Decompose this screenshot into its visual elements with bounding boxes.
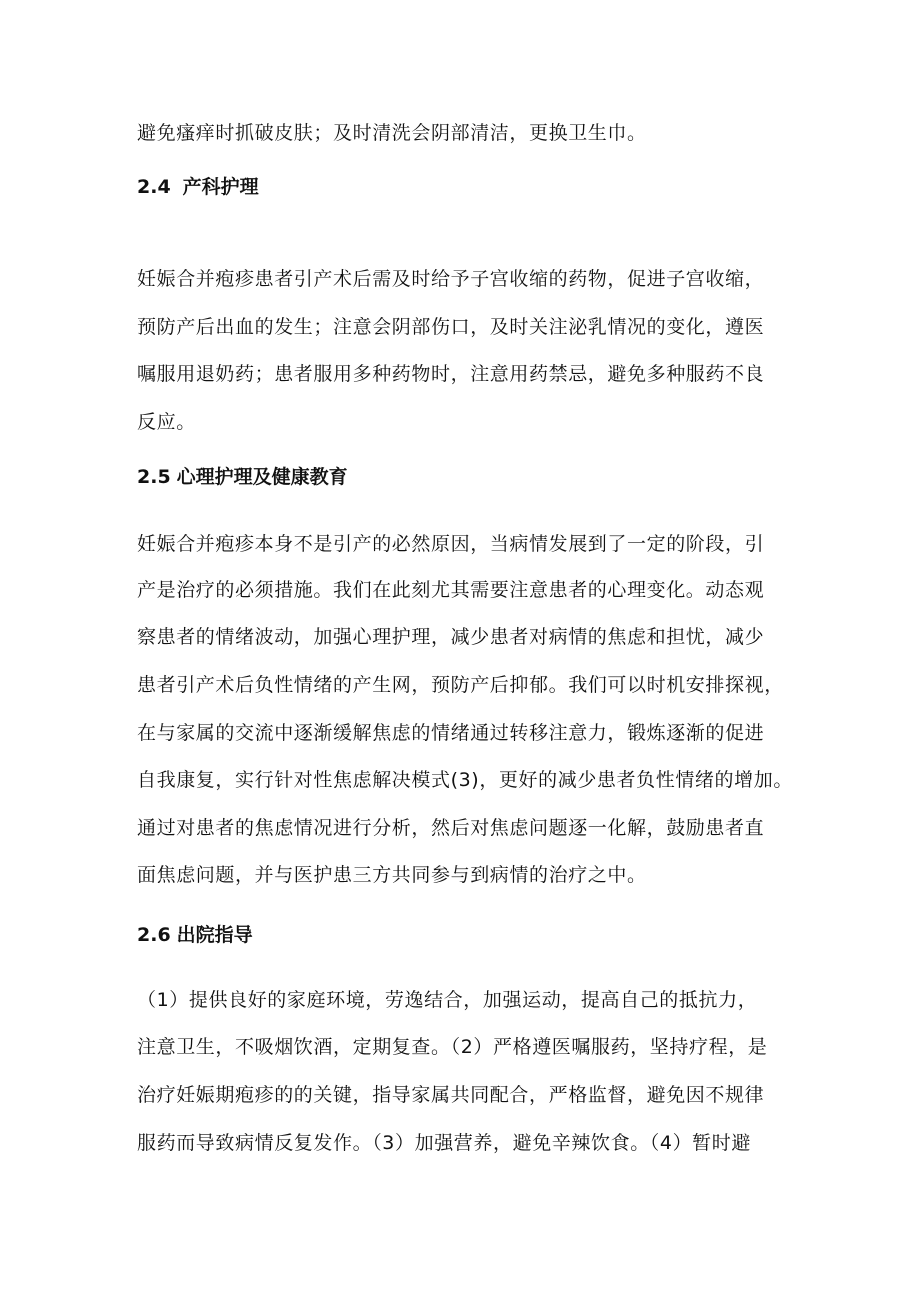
text-line: 反应。 bbox=[137, 411, 196, 433]
text-line: 避免瘙痒时抓破皮肤；及时清洗会阴部清洁，更换卫生巾。 bbox=[137, 122, 647, 144]
text-line: 注意卫生，不吸烟饮酒，定期复查。（2）严格遵医嘱服药，坚持疗程，是 bbox=[137, 1036, 768, 1058]
text-line: 服药而导致病情反复发作。（3）加强营养，避免辛辣饮食。（4）暂时避 bbox=[137, 1132, 751, 1154]
section-number: 2.4 bbox=[137, 176, 171, 198]
text-line: 妊娠合并疱疹患者引产术后需及时给予子宫收缩的药物，促进子宫收缩， bbox=[137, 268, 765, 290]
section-number: 2.6 bbox=[137, 924, 171, 946]
text-line: 通过对患者的焦虑情况进行分析，然后对焦虑问题逐一化解，鼓励患者直 bbox=[137, 817, 765, 839]
section-title: 心理护理及健康教育 bbox=[176, 466, 348, 488]
text-line: 自我康复，实行针对性焦虑解决模式(3)，更好的减少患者负性情绪的增加。 bbox=[137, 769, 793, 791]
section-number: 2.5 bbox=[137, 466, 171, 488]
text-line: （1）提供良好的家庭环境，劳逸结合，加强运动，提高自己的抵抗力， bbox=[137, 989, 758, 1011]
section-title: 产科护理 bbox=[182, 176, 259, 198]
section-heading-2-4 bbox=[137, 175, 259, 199]
text-line: 嘱服用退奶药；患者服用多种药物时，注意用药禁忌，避免多种服药不良 bbox=[137, 363, 765, 385]
text-line: 产是治疗的必须措施。我们在此刻尤其需要注意患者的心理变化。动态观 bbox=[137, 579, 765, 601]
text-line: 在与家属的交流中逐渐缓解焦虑的情绪通过转移注意力，锻炼逐渐的促进 bbox=[137, 722, 765, 744]
section-title: 出院指导 bbox=[176, 924, 253, 946]
text-line: 察患者的情绪波动，加强心理护理，减少患者对病情的焦虑和担忧，减少 bbox=[137, 626, 765, 648]
text-line: 患者引产术后负性情绪的产生网，预防产后抑郁。我们可以时机安排探视， bbox=[137, 674, 784, 696]
section-heading-2-5 bbox=[137, 465, 348, 489]
text-line: 妊娠合并疱疹本身不是引产的必然原因，当病情发展到了一定的阶段，引 bbox=[137, 533, 765, 555]
text-line: 预防产后出血的发生；注意会阴部伤口，及时关注泌乳情况的变化，遵医 bbox=[137, 316, 765, 338]
text-line: 面焦虑问题，并与医护患三方共同参与到病情的治疗之中。 bbox=[137, 864, 647, 886]
section-heading-2-6 bbox=[137, 923, 253, 947]
text-line: 治疗妊娠期疱疹的的关键，指导家属共同配合，严格监督，避免因不规律 bbox=[137, 1084, 765, 1106]
